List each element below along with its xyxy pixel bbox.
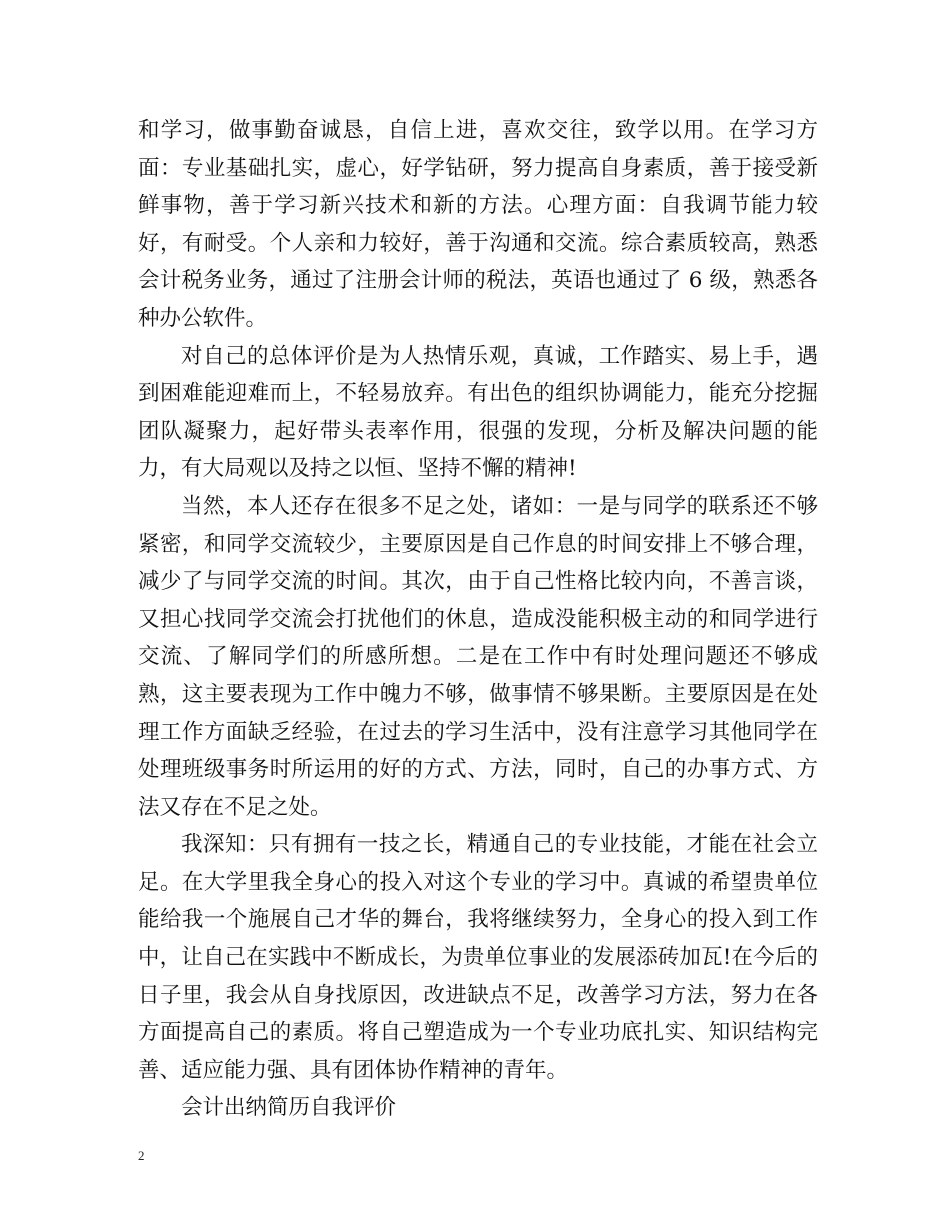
paragraph-aspirations: 我深知：只有拥有一技之长，精通自己的专业技能，才能在社会立足。在大学里我全身心的投入对这个专业的学习中。真诚的希望贵单位能给我一个施展自己才华的舞台，我将继续努力，全身心的投入到工作中，让自己在实践中不断成长，为贵单位事业的发展添砖加瓦!在今后的日子里，我会从自身找原因，改进缺点不足，改善学习方法，努力在各方面提高自己的素质。将自己塑造成为一个专业功底扎实、知识结构完善、适应能力强、具有团体协作精神的青年。 <box>138 832 818 1083</box>
paragraph-shortcomings: 当然，本人还存在很多不足之处，诸如：一是与同学的联系还不够紧密，和同学交流较少，主要原因是自己作息的时间安排上不够合理，减少了与同学交流的时间。其次，由于自己性格比较内向，不善言谈，又担心找同学交流会打扰他们的休息，造成没能积极主动的和同学进行交流、了解同学们的所感所想。二是在工作中有时处理问题还不够成熟，这主要表现为工作中魄力不够，做事情不够果断。主要原因是在处理工作方面缺乏经验，在过去的学习生活中，没有注意学习其他同学在处理班级事务时所运用的好的方式、方法，同时，自己的办事方式、方法又存在不足之处。 <box>138 493 818 820</box>
paragraph-overall-evaluation: 对自己的总体评价是为人热情乐观，真诚，工作踏实、易上手，遇到困难能迎难而上，不轻易放弃。有出色的组织协调能力，能充分挖掘团队凝聚力，起好带头表率作用，很强的发现，分析及解决问题的能力，有大局观以及持之以恒、坚持不懈的精神! <box>138 343 818 482</box>
page-number: 2 <box>138 1148 145 1163</box>
section-heading-line: 会计出纳简历自我评价 <box>181 1095 397 1121</box>
document-page <box>138 112 818 1127</box>
paragraph-continued: 和学习，做事勤奋诚恳，自信上进，喜欢交往，致学以用。在学习方面：专业基础扎实，虚心，好学钻研，努力提高自身素质，善于接受新鲜事物，善于学习新兴技术和新的方法。心理方面：自我调节能力较好，有耐受。个人亲和力较好，善于沟通和交流。综合素质较高，熟悉会计税务业务，通过了注册会计师的税法，英语也通过了 6 级，熟悉各种办公软件。 <box>138 118 818 331</box>
